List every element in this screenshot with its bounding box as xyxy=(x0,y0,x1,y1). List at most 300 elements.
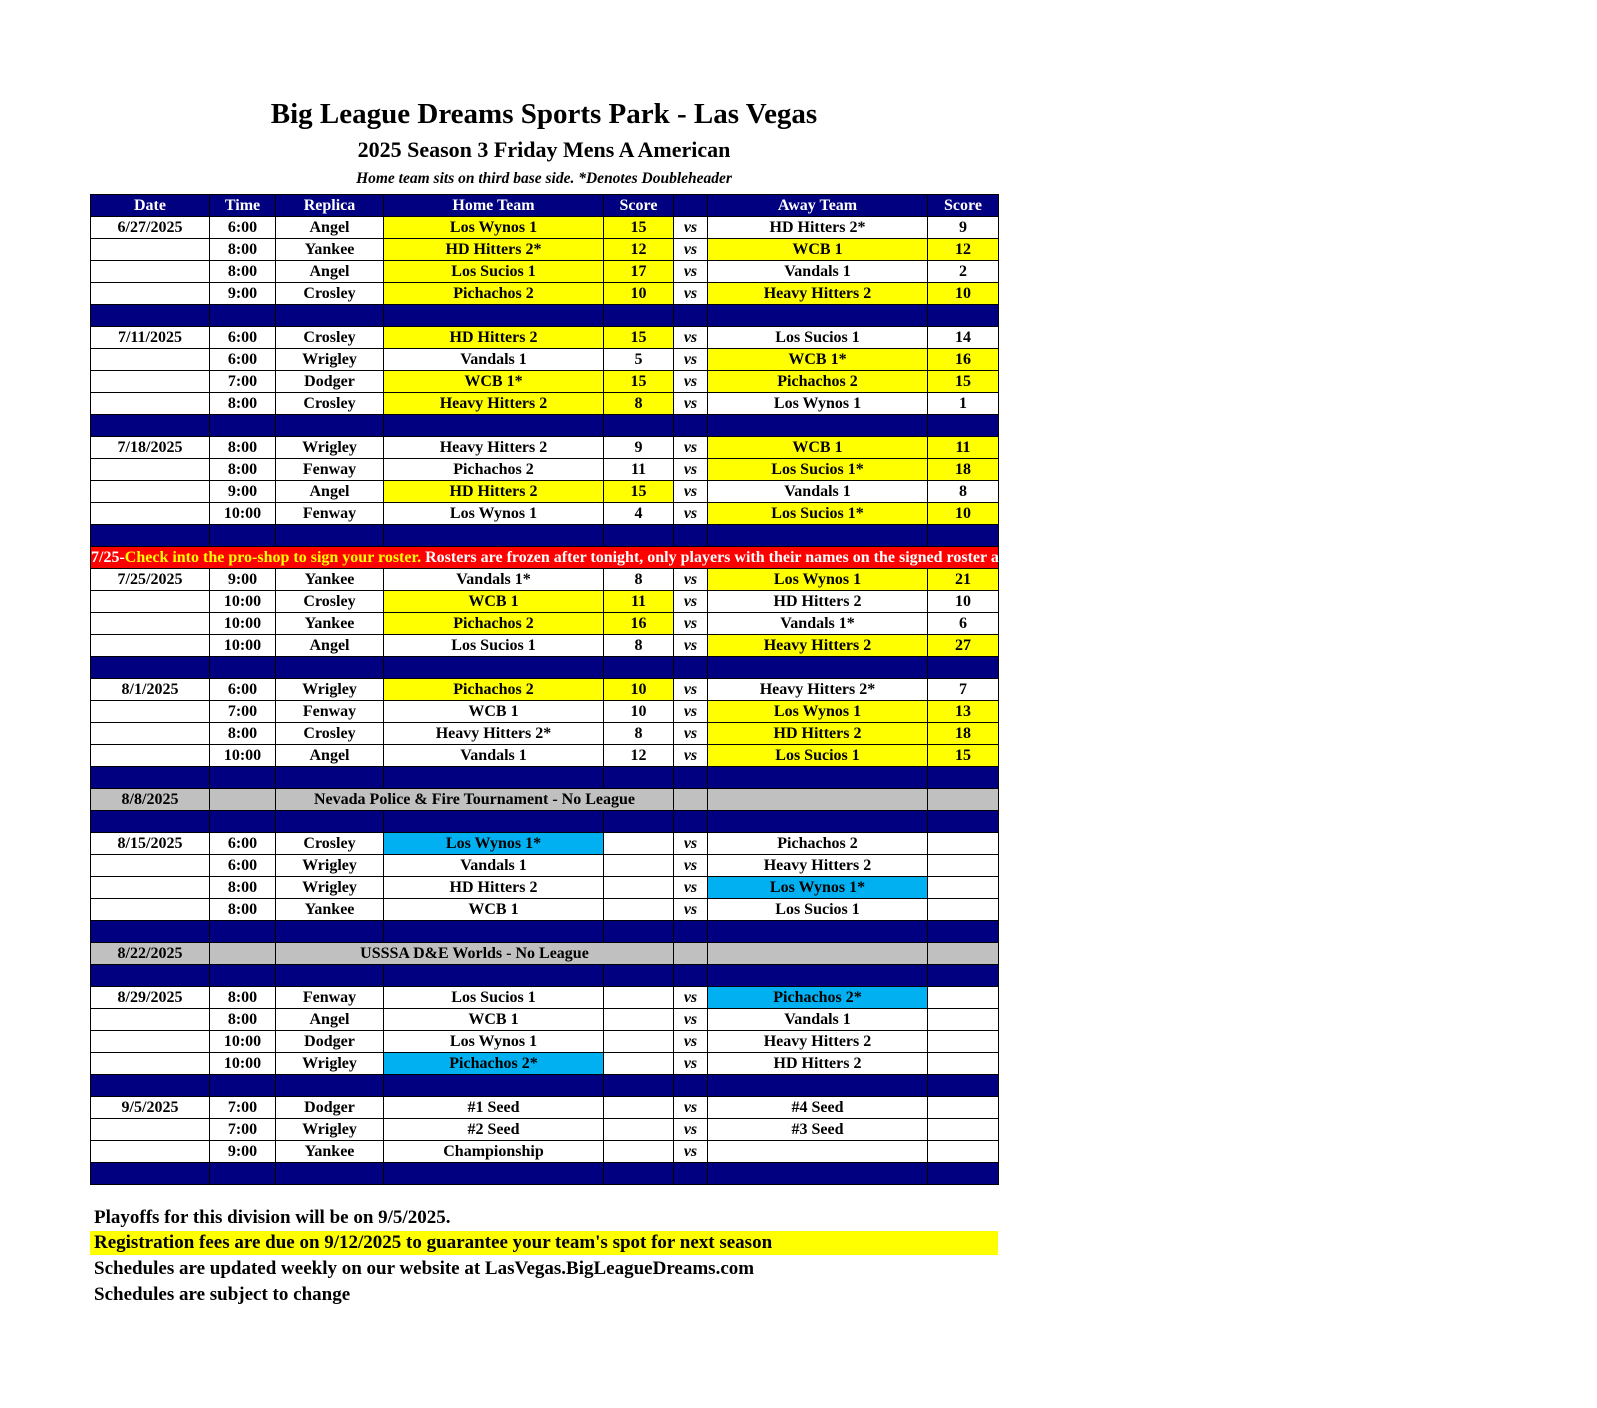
time-cell: 8:00 xyxy=(210,899,276,921)
registration-note: Registration fees are due on 9/12/2025 to guarantee your team's spot for next season xyxy=(90,1231,998,1255)
vs-cell: vs xyxy=(674,1031,708,1053)
home-score-cell: 8 xyxy=(604,635,674,657)
separator-row xyxy=(91,1075,999,1097)
game-row xyxy=(91,613,999,635)
col-home-score: Score xyxy=(604,195,674,217)
date-cell xyxy=(91,591,210,613)
vs-cell: vs xyxy=(674,503,708,525)
away-team-cell: HD Hitters 2 xyxy=(708,723,928,745)
empty-cell xyxy=(708,789,928,811)
separator-row xyxy=(91,965,999,987)
separator-cell xyxy=(91,305,210,327)
away-score-cell: 1 xyxy=(928,393,999,415)
separator-cell xyxy=(210,965,276,987)
separator-cell xyxy=(674,415,708,437)
home-score-cell xyxy=(604,1119,674,1141)
away-score-cell xyxy=(928,1119,999,1141)
date-cell xyxy=(91,371,210,393)
vs-cell: vs xyxy=(674,393,708,415)
separator-cell xyxy=(210,657,276,679)
separator-cell xyxy=(928,525,999,547)
separator-cell xyxy=(928,767,999,789)
game-row xyxy=(91,1141,999,1163)
date-cell: 6/27/2025 xyxy=(91,217,210,239)
home-team-cell: Vandals 1 xyxy=(384,349,604,371)
time-cell: 7:00 xyxy=(210,701,276,723)
time-cell: 6:00 xyxy=(210,833,276,855)
header-row xyxy=(91,195,999,217)
separator-cell xyxy=(276,1075,384,1097)
vs-cell: vs xyxy=(674,327,708,349)
vs-cell: vs xyxy=(674,1009,708,1031)
away-score-cell: 11 xyxy=(928,437,999,459)
time-cell: 6:00 xyxy=(210,349,276,371)
replica-cell: Angel xyxy=(276,745,384,767)
col-home-team: Home Team xyxy=(384,195,604,217)
away-team-cell: Heavy Hitters 2 xyxy=(708,855,928,877)
empty-cell xyxy=(674,943,708,965)
replica-cell: Wrigley xyxy=(276,437,384,459)
away-score-cell: 7 xyxy=(928,679,999,701)
date-cell xyxy=(91,459,210,481)
replica-cell: Crosley xyxy=(276,591,384,613)
col-away-score: Score xyxy=(928,195,999,217)
away-team-cell xyxy=(708,1141,928,1163)
vs-cell: vs xyxy=(674,459,708,481)
replica-cell: Crosley xyxy=(276,393,384,415)
home-team-cell: WCB 1* xyxy=(384,371,604,393)
home-team-cell: Vandals 1* xyxy=(384,569,604,591)
separator-cell xyxy=(276,1163,384,1185)
home-team-cell: Los Sucios 1 xyxy=(384,261,604,283)
home-score-cell xyxy=(604,855,674,877)
game-row xyxy=(91,1097,999,1119)
separator-row xyxy=(91,811,999,833)
separator-cell xyxy=(604,767,674,789)
game-row xyxy=(91,437,999,459)
game-row xyxy=(91,239,999,261)
separator-row xyxy=(91,657,999,679)
time-cell: 8:00 xyxy=(210,459,276,481)
replica-cell: Yankee xyxy=(276,239,384,261)
home-team-cell: HD Hitters 2 xyxy=(384,481,604,503)
game-row xyxy=(91,1119,999,1141)
home-score-cell: 8 xyxy=(604,723,674,745)
away-team-cell: Los Wynos 1 xyxy=(708,569,928,591)
separator-cell xyxy=(91,415,210,437)
home-score-cell: 12 xyxy=(604,239,674,261)
game-row xyxy=(91,987,999,1009)
home-team-cell: Los Wynos 1 xyxy=(384,503,604,525)
vs-cell: vs xyxy=(674,349,708,371)
away-team-cell: Los Sucios 1 xyxy=(708,899,928,921)
vs-cell: vs xyxy=(674,723,708,745)
replica-cell: Crosley xyxy=(276,283,384,305)
time-cell: 8:00 xyxy=(210,723,276,745)
separator-cell xyxy=(708,305,928,327)
separator-cell xyxy=(708,965,928,987)
date-cell xyxy=(91,1053,210,1075)
home-team-cell: HD Hitters 2* xyxy=(384,239,604,261)
vs-cell: vs xyxy=(674,877,708,899)
vs-cell: vs xyxy=(674,987,708,1009)
roster-notice-row xyxy=(91,547,999,569)
game-row xyxy=(91,855,999,877)
home-score-cell: 15 xyxy=(604,481,674,503)
home-score-cell: 4 xyxy=(604,503,674,525)
replica-cell: Yankee xyxy=(276,1141,384,1163)
away-score-cell xyxy=(928,1097,999,1119)
home-score-cell: 15 xyxy=(604,327,674,349)
separator-cell xyxy=(210,767,276,789)
home-team-cell: Vandals 1 xyxy=(384,855,604,877)
home-team-cell: WCB 1 xyxy=(384,899,604,921)
home-team-cell: Vandals 1 xyxy=(384,745,604,767)
separator-cell xyxy=(210,1075,276,1097)
date-cell xyxy=(91,855,210,877)
away-team-cell: Heavy Hitters 2 xyxy=(708,635,928,657)
home-team-cell: Pichachos 2* xyxy=(384,1053,604,1075)
vs-cell: vs xyxy=(674,899,708,921)
date-cell: 8/22/2025 xyxy=(91,943,210,965)
away-team-cell: Los Wynos 1 xyxy=(708,393,928,415)
separator-cell xyxy=(91,921,210,943)
home-team-cell: Los Wynos 1 xyxy=(384,1031,604,1053)
replica-cell: Crosley xyxy=(276,833,384,855)
separator-cell xyxy=(674,811,708,833)
replica-cell: Fenway xyxy=(276,701,384,723)
home-score-cell: 12 xyxy=(604,745,674,767)
date-cell: 8/29/2025 xyxy=(91,987,210,1009)
time-cell: 8:00 xyxy=(210,877,276,899)
col-away-team: Away Team xyxy=(708,195,928,217)
game-row xyxy=(91,701,999,723)
time-cell: 6:00 xyxy=(210,679,276,701)
away-team-cell: Vandals 1 xyxy=(708,261,928,283)
game-row xyxy=(91,283,999,305)
home-score-cell: 11 xyxy=(604,459,674,481)
time-cell: 9:00 xyxy=(210,1141,276,1163)
notice-date: 7/25- xyxy=(91,548,125,566)
time-cell: 8:00 xyxy=(210,987,276,1009)
col-time: Time xyxy=(210,195,276,217)
empty-cell xyxy=(210,943,276,965)
away-team-cell: Vandals 1* xyxy=(708,613,928,635)
separator-cell xyxy=(384,657,604,679)
separator-cell xyxy=(384,811,604,833)
separator-cell xyxy=(91,657,210,679)
separator-row xyxy=(91,767,999,789)
away-team-cell: Pichachos 2* xyxy=(708,987,928,1009)
separator-row xyxy=(91,921,999,943)
home-team-cell: Pichachos 2 xyxy=(384,679,604,701)
vs-cell: vs xyxy=(674,591,708,613)
home-team-cell: Heavy Hitters 2* xyxy=(384,723,604,745)
date-cell: 8/8/2025 xyxy=(91,789,210,811)
game-row xyxy=(91,371,999,393)
vs-cell: vs xyxy=(674,481,708,503)
home-score-cell: 17 xyxy=(604,261,674,283)
no-league-event: Nevada Police & Fire Tournament - No League xyxy=(276,789,674,811)
date-cell xyxy=(91,481,210,503)
vs-cell: vs xyxy=(674,1141,708,1163)
time-cell: 10:00 xyxy=(210,503,276,525)
schedule-table xyxy=(90,194,1597,1185)
home-team-cell: Pichachos 2 xyxy=(384,283,604,305)
separator-cell xyxy=(604,965,674,987)
separator-cell xyxy=(210,921,276,943)
game-row xyxy=(91,1031,999,1053)
time-cell: 8:00 xyxy=(210,393,276,415)
separator-cell xyxy=(210,811,276,833)
separator-cell xyxy=(928,1075,999,1097)
away-score-cell xyxy=(928,987,999,1009)
game-row xyxy=(91,745,999,767)
home-score-cell xyxy=(604,833,674,855)
home-score-cell xyxy=(604,1141,674,1163)
away-score-cell: 14 xyxy=(928,327,999,349)
vs-cell: vs xyxy=(674,613,708,635)
vs-cell: vs xyxy=(674,701,708,723)
home-team-cell: Heavy Hitters 2 xyxy=(384,393,604,415)
home-team-cell: Los Sucios 1 xyxy=(384,635,604,657)
date-cell: 7/11/2025 xyxy=(91,327,210,349)
replica-cell: Yankee xyxy=(276,613,384,635)
season-subtitle: 2025 Season 3 Friday Mens A American xyxy=(357,137,731,162)
separator-cell xyxy=(210,1163,276,1185)
playoffs-note: Playoffs for this division will be on 9/5/2025. xyxy=(94,1207,451,1228)
home-team-cell: Championship xyxy=(384,1141,604,1163)
separator-cell xyxy=(210,525,276,547)
date-cell xyxy=(91,503,210,525)
separator-cell xyxy=(91,1075,210,1097)
time-cell: 9:00 xyxy=(210,481,276,503)
time-cell: 8:00 xyxy=(210,261,276,283)
game-row xyxy=(91,349,999,371)
away-score-cell: 12 xyxy=(928,239,999,261)
empty-cell xyxy=(674,789,708,811)
time-cell: 8:00 xyxy=(210,239,276,261)
time-cell: 8:00 xyxy=(210,1009,276,1031)
separator-row xyxy=(91,415,999,437)
vs-cell: vs xyxy=(674,745,708,767)
away-team-cell: Los Wynos 1* xyxy=(708,877,928,899)
replica-cell: Dodger xyxy=(276,371,384,393)
away-score-cell xyxy=(928,1053,999,1075)
away-team-cell: Heavy Hitters 2* xyxy=(708,679,928,701)
separator-cell xyxy=(276,415,384,437)
separator-cell xyxy=(708,1075,928,1097)
replica-cell: Wrigley xyxy=(276,1119,384,1141)
time-cell: 9:00 xyxy=(210,569,276,591)
away-score-cell: 15 xyxy=(928,745,999,767)
away-score-cell xyxy=(928,877,999,899)
game-row xyxy=(91,635,999,657)
replica-cell: Fenway xyxy=(276,503,384,525)
away-team-cell: HD Hitters 2 xyxy=(708,1053,928,1075)
date-cell: 7/18/2025 xyxy=(91,437,210,459)
date-cell xyxy=(91,261,210,283)
time-cell: 7:00 xyxy=(210,371,276,393)
home-team-cell: WCB 1 xyxy=(384,701,604,723)
home-team-cell: Pichachos 2 xyxy=(384,459,604,481)
game-row xyxy=(91,569,999,591)
vs-cell: vs xyxy=(674,283,708,305)
away-score-cell: 10 xyxy=(928,503,999,525)
time-cell: 8:00 xyxy=(210,437,276,459)
game-row xyxy=(91,217,999,239)
time-cell: 10:00 xyxy=(210,1053,276,1075)
home-team-cell: HD Hitters 2 xyxy=(384,877,604,899)
game-row xyxy=(91,679,999,701)
vs-cell: vs xyxy=(674,679,708,701)
away-team-cell: WCB 1* xyxy=(708,349,928,371)
away-score-cell: 18 xyxy=(928,459,999,481)
home-team-cell: Los Wynos 1 xyxy=(384,217,604,239)
away-team-cell: Heavy Hitters 2 xyxy=(708,1031,928,1053)
separator-cell xyxy=(604,1163,674,1185)
replica-cell: Fenway xyxy=(276,459,384,481)
away-team-cell: Vandals 1 xyxy=(708,481,928,503)
separator-cell xyxy=(928,965,999,987)
away-score-cell: 2 xyxy=(928,261,999,283)
vs-cell: vs xyxy=(674,1097,708,1119)
replica-cell: Angel xyxy=(276,261,384,283)
away-team-cell: Pichachos 2 xyxy=(708,371,928,393)
home-score-cell xyxy=(604,1053,674,1075)
separator-cell xyxy=(276,305,384,327)
separator-cell xyxy=(928,657,999,679)
separator-cell xyxy=(674,767,708,789)
game-row xyxy=(91,833,999,855)
away-score-cell xyxy=(928,833,999,855)
website-note: Schedules are updated weekly on our website at LasVegas.BigLeagueDreams.com xyxy=(94,1258,755,1279)
away-team-cell: WCB 1 xyxy=(708,239,928,261)
separator-cell xyxy=(276,811,384,833)
date-cell xyxy=(91,239,210,261)
time-cell: 9:00 xyxy=(210,283,276,305)
game-row xyxy=(91,503,999,525)
vs-cell: vs xyxy=(674,371,708,393)
separator-cell xyxy=(276,921,384,943)
away-score-cell: 21 xyxy=(928,569,999,591)
time-cell: 7:00 xyxy=(210,1097,276,1119)
away-score-cell xyxy=(928,1009,999,1031)
vs-cell: vs xyxy=(674,261,708,283)
separator-cell xyxy=(384,965,604,987)
separator-cell xyxy=(708,921,928,943)
replica-cell: Wrigley xyxy=(276,679,384,701)
time-cell: 6:00 xyxy=(210,217,276,239)
away-team-cell: #4 Seed xyxy=(708,1097,928,1119)
separator-cell xyxy=(604,657,674,679)
replica-cell: Wrigley xyxy=(276,877,384,899)
time-cell: 10:00 xyxy=(210,635,276,657)
col-vs xyxy=(674,195,708,217)
roster-notice xyxy=(91,547,1597,569)
home-team-cell: #1 Seed xyxy=(384,1097,604,1119)
separator-cell xyxy=(604,1075,674,1097)
game-row xyxy=(91,1009,999,1031)
time-cell: 10:00 xyxy=(210,613,276,635)
home-score-cell xyxy=(604,987,674,1009)
date-cell xyxy=(91,701,210,723)
page-title: Big League Dreams Sports Park - Las Vegas xyxy=(270,98,818,130)
away-score-cell xyxy=(928,855,999,877)
home-score-cell: 16 xyxy=(604,613,674,635)
separator-cell xyxy=(674,921,708,943)
separator-cell xyxy=(928,1163,999,1185)
date-cell xyxy=(91,899,210,921)
away-team-cell: Los Sucios 1* xyxy=(708,503,928,525)
date-cell: 8/15/2025 xyxy=(91,833,210,855)
home-team-cell: HD Hitters 2 xyxy=(384,327,604,349)
away-team-cell: Pichachos 2 xyxy=(708,833,928,855)
home-team-cell: Heavy Hitters 2 xyxy=(384,437,604,459)
separator-cell xyxy=(674,305,708,327)
game-row xyxy=(91,591,999,613)
empty-cell xyxy=(708,943,928,965)
replica-cell: Fenway xyxy=(276,987,384,1009)
separator-cell xyxy=(708,767,928,789)
replica-cell: Angel xyxy=(276,635,384,657)
home-team-cell: WCB 1 xyxy=(384,1009,604,1031)
home-score-cell: 10 xyxy=(604,283,674,305)
away-team-cell: Los Sucios 1 xyxy=(708,745,928,767)
date-cell xyxy=(91,613,210,635)
away-score-cell: 6 xyxy=(928,613,999,635)
separator-row xyxy=(91,525,999,547)
separator-cell xyxy=(604,811,674,833)
separator-cell xyxy=(604,415,674,437)
away-score-cell: 15 xyxy=(928,371,999,393)
separator-cell xyxy=(276,965,384,987)
separator-cell xyxy=(928,305,999,327)
change-note: Schedules are subject to change xyxy=(94,1284,351,1305)
home-score-cell: 15 xyxy=(604,371,674,393)
replica-cell: Angel xyxy=(276,1009,384,1031)
replica-cell: Wrigley xyxy=(276,855,384,877)
home-score-cell: 8 xyxy=(604,569,674,591)
date-cell xyxy=(91,1031,210,1053)
separator-cell xyxy=(604,305,674,327)
home-score-cell: 10 xyxy=(604,701,674,723)
separator-row xyxy=(91,305,999,327)
separator-cell xyxy=(91,811,210,833)
away-team-cell: #3 Seed xyxy=(708,1119,928,1141)
separator-cell xyxy=(674,525,708,547)
separator-cell xyxy=(708,811,928,833)
date-cell xyxy=(91,745,210,767)
date-cell xyxy=(91,283,210,305)
separator-cell xyxy=(210,415,276,437)
separator-cell xyxy=(276,525,384,547)
separator-cell xyxy=(91,525,210,547)
home-score-cell xyxy=(604,1031,674,1053)
home-team-cell: Los Wynos 1* xyxy=(384,833,604,855)
no-league-row xyxy=(91,789,999,811)
separator-cell xyxy=(210,305,276,327)
away-team-cell: Los Sucios 1 xyxy=(708,327,928,349)
date-cell: 7/25/2025 xyxy=(91,569,210,591)
separator-cell xyxy=(708,525,928,547)
away-score-cell: 8 xyxy=(928,481,999,503)
vs-cell: vs xyxy=(674,239,708,261)
game-row xyxy=(91,327,999,349)
separator-cell xyxy=(91,767,210,789)
home-team-cell: WCB 1 xyxy=(384,591,604,613)
away-team-cell: Los Wynos 1 xyxy=(708,701,928,723)
